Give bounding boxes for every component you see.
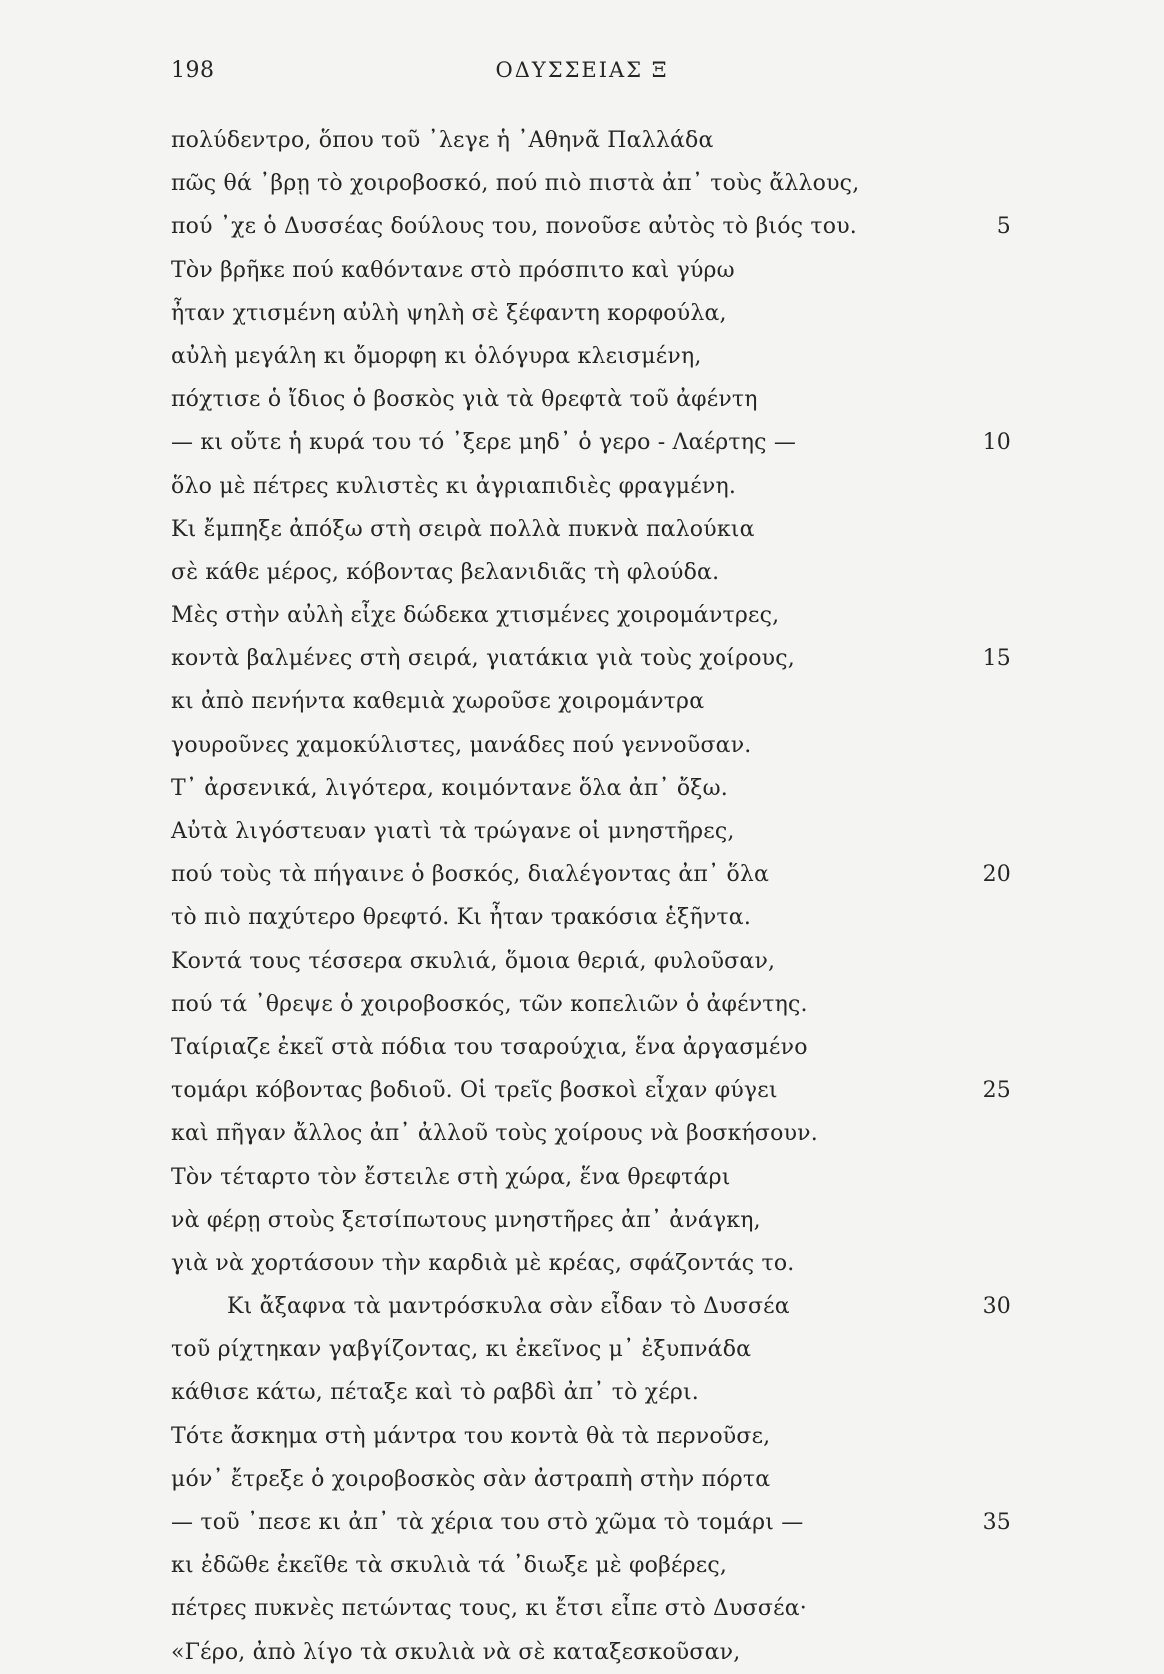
poem-line	[171, 940, 1021, 983]
line-number: 25	[982, 1078, 1011, 1104]
line-number: 10	[982, 430, 1011, 456]
poem-line	[171, 1587, 1021, 1630]
poem-line	[171, 421, 1021, 464]
poem-line-text: γουροῦνες χαμοκύλιστες, μανάδες πού γεννοῦσαν.	[171, 732, 752, 758]
poem-line-text: τὸ πιὸ παχύτερο θρεφτό. Κι ἦταν τρακόσια ἑξῆντα.	[171, 905, 752, 931]
poem-line	[171, 637, 1021, 680]
poem-line	[171, 724, 1021, 767]
line-number: 30	[982, 1294, 1011, 1320]
poem-line-text: κι ἀπὸ πενήντα καθεμιὰ χωροῦσε χοιρομάντρα	[171, 689, 705, 715]
poem-line-text: αὐλὴ μεγάλη κι ὄμορφη κι ὁλόγυρα κλεισμένη,	[171, 343, 702, 369]
poem-line	[171, 1371, 1021, 1414]
poem-line	[171, 378, 1021, 421]
poem-line-text: πόχτισε ὁ ἴδιος ὁ βοσκὸς γιὰ τὰ θρεφτὰ τοῦ ἀφέντη	[171, 387, 758, 413]
poem-line	[171, 680, 1021, 723]
running-head: ΟΔΥΣΣΕΙΑΣ Ξ	[495, 58, 669, 82]
poem-line-text: Αὐτὰ λιγόστευαν γιατὶ τὰ τρώγανε οἱ μνηστῆρες,	[171, 819, 735, 844]
poem-line-text: Τότε ἄσκημα στὴ μάντρα του κοντὰ θὰ τὰ περνοῦσε,	[171, 1423, 771, 1449]
poem-line	[171, 1112, 1021, 1155]
poem-line	[171, 1026, 1021, 1069]
poem-line-text: πού τοὺς τὰ πήγαινε ὁ βοσκός, διαλέγοντας ἀπ᾿ ὅλα	[171, 862, 770, 888]
poem-line-text: κοντὰ βαλμένες στὴ σειρά, γιατάκια γιὰ τοὺς χοίρους,	[171, 646, 795, 672]
poem-line-text: Τὸν βρῆκε πού καθόντανε στὸ πρόσπιτο καὶ γύρω	[171, 257, 735, 283]
poem-line-text: Μὲς στὴν αὐλὴ εἶχε δώδεκα χτισμένες χοιρομάντρες,	[171, 603, 780, 629]
poem-line	[171, 1242, 1021, 1285]
poem-line	[171, 335, 1021, 378]
poem-line-text: τομάρι κόβοντας βοδιοῦ. Οἱ τρεῖς βοσκοὶ εἶχαν φύγει	[171, 1078, 778, 1104]
poem-line	[171, 594, 1021, 637]
poem-line-text: νὰ φέρῃ στοὺς ξετσίπωτους μνηστῆρες ἀπ᾿ ἀνάγκη,	[171, 1207, 761, 1233]
poem-line	[171, 1458, 1021, 1501]
line-number: 15	[982, 646, 1011, 672]
poem-line-text: πέτρες πυκνὲς πετώντας τους, κι ἔτσι εἶπε στὸ Δυσσέα·	[171, 1596, 807, 1622]
line-number: 35	[982, 1510, 1011, 1535]
poem-line-text: μόν᾿ ἔτρεξε ὁ χοιροβοσκὸς σὰν ἀστραπὴ στὴν πόρτα	[171, 1466, 771, 1492]
poem-line	[171, 896, 1021, 939]
poem-line	[171, 767, 1021, 810]
poem-line-text: — τοῦ ᾿πεσε κι ἀπ᾿ τὰ χέρια του στὸ χῶμα τὸ τομάρι —	[171, 1510, 804, 1535]
line-number: 5	[996, 214, 1011, 240]
poem-line-text: «Γέρο, ἀπὸ λίγο τὰ σκυλιὰ νὰ σὲ καταξεσκοῦσαν,	[171, 1639, 741, 1665]
poem-line-text: ἦταν χτισμένη αὐλὴ ψηλὴ σὲ ξέφαντη κορφούλα,	[171, 300, 727, 326]
poem-line	[171, 983, 1021, 1026]
poem-line-text: πολύδεντρο, ὅπου τοῦ ᾿λεγε ἡ ᾿Αθηνᾶ Παλλάδα	[171, 128, 714, 153]
poem-line-text: κι ἐδῶθε ἐκεῖθε τὰ σκυλιὰ τά ᾿διωξε μὲ φοβέρες,	[171, 1553, 728, 1579]
poem-line-text: Κοντά τους τέσσερα σκυλιά, ὅμοια θεριά, φυλοῦσαν,	[171, 948, 776, 974]
poem-line-text: καὶ πῆγαν ἄλλος ἀπ᾿ ἀλλοῦ τοὺς χοίρους νὰ βοσκήσουν.	[171, 1121, 818, 1147]
poem-line	[171, 1285, 1021, 1328]
poem-line	[171, 162, 1021, 205]
poem-line	[171, 465, 1021, 508]
poem-line-text: σὲ κάθε μέρος, κόβοντας βελανιδιᾶς τὴ φλούδα.	[171, 559, 720, 585]
poem-line	[171, 1415, 1021, 1458]
poem-line	[171, 1631, 1021, 1674]
poem-line-text: Ταίριαζε ἐκεῖ στὰ πόδια του τσαρούχια, ἕνα ἀργασμένο	[171, 1034, 808, 1060]
poem-line	[171, 119, 1021, 162]
poem-line-text: πῶς θά ᾿βρῃ τὸ χοιροβοσκό, πού πιὸ πιστὰ ἀπ᾿ τοὺς ἄλλους,	[171, 171, 860, 197]
poem-line-text: τοῦ ρίχτηκαν γαβγίζοντας, κι ἐκεῖνος μ᾿ ἐξυπνάδα	[171, 1337, 752, 1363]
poem-text	[171, 119, 1021, 1674]
poem-line	[171, 292, 1021, 335]
poem-line	[171, 1156, 1021, 1199]
poem-line	[171, 249, 1021, 292]
poem-line	[171, 1328, 1021, 1371]
poem-line-text: Κι ἔμπηξε ἀπόξω στὴ σειρὰ πολλὰ πυκνὰ παλούκια	[171, 516, 755, 542]
poem-line	[171, 1544, 1021, 1587]
page-number: 198	[171, 58, 215, 83]
line-number: 20	[982, 862, 1011, 888]
poem-line	[171, 1199, 1021, 1242]
poem-line	[171, 853, 1021, 896]
poem-line	[171, 551, 1021, 594]
poem-line	[171, 1501, 1021, 1544]
poem-line	[171, 508, 1021, 551]
poem-line-text: πού ᾿χε ὁ Δυσσέας δούλους του, πονοῦσε αὐτὸς τὸ βιός του.	[171, 214, 857, 240]
poem-line-text: κάθισε κάτω, πέταξε καὶ τὸ ραβδὶ ἀπ᾿ τὸ χέρι.	[171, 1380, 699, 1406]
poem-line-text: Τὸν τέταρτο τὸν ἔστειλε στὴ χώρα, ἕνα θρεφτάρι	[171, 1164, 731, 1190]
poem-line	[171, 205, 1021, 248]
poem-line	[171, 1069, 1021, 1112]
poem-line-text: Κι ἄξαφνα τὰ μαντρόσκυλα σὰν εἶδαν τὸ Δυσσέα	[227, 1294, 790, 1320]
poem-line	[171, 810, 1021, 853]
poem-line-text: γιὰ νὰ χορτάσουν τὴν καρδιὰ μὲ κρέας, σφάζοντάς το.	[171, 1250, 795, 1276]
poem-line-text: — κι οὔτε ἡ κυρά του τό ᾿ξερε μηδ᾿ ὁ γερο - Λαέρτης —	[171, 430, 797, 456]
poem-line-text: πού τά ᾿θρεψε ὁ χοιροβοσκός, τῶν κοπελιῶν ὁ ἀφέντης.	[171, 991, 808, 1017]
poem-line-text: Τ᾿ ἀρσενικά, λιγότερα, κοιμόντανε ὅλα ἀπ᾿ ὄξω.	[171, 775, 728, 801]
poem-line-text: ὅλο μὲ πέτρες κυλιστὲς κι ἀγριαπιδιὲς φραγμένη.	[171, 473, 737, 499]
